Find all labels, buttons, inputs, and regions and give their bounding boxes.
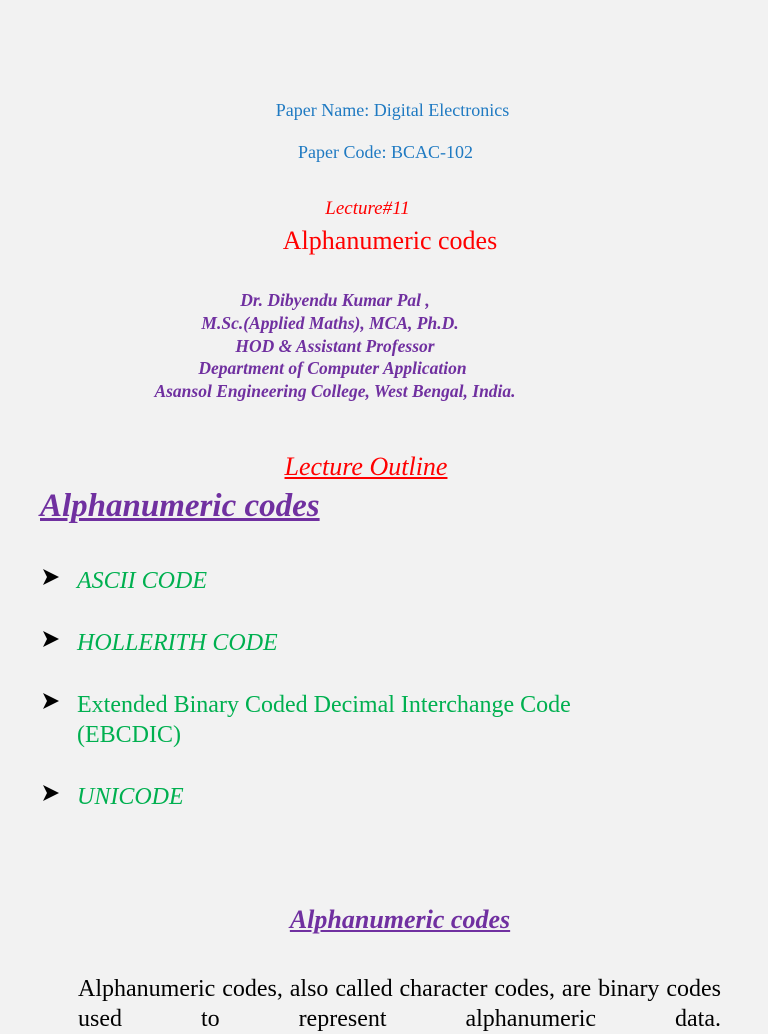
arrowhead-bullet-icon [42,784,60,802]
list-item-ebcdic-abbr: (EBCDIC) [77,722,181,748]
arrowhead-bullet-icon [42,630,60,648]
arrowhead-bullet-icon [42,568,60,586]
lecture-title: Alphanumeric codes [282,226,498,255]
list-item-ebcdic: Extended Binary Coded Decimal Interchange Code [77,692,571,718]
author-name: Dr. Dibyendu Kumar Pal , [240,290,430,310]
author-role: HOD & Assistant Professor [235,336,435,356]
author-degrees: M.Sc.(Applied Maths), MCA, Ph.D. [201,313,459,333]
list-item-ascii: ASCII CODE [77,568,207,594]
paper-name: Paper Name: Digital Electronics [275,100,510,120]
list-item-hollerith: HOLLERITH CODE [77,630,278,656]
outline-heading: Lecture Outline [284,452,448,481]
author-department: Department of Computer Application [198,358,467,378]
paper-code: Paper Code: BCAC-102 [298,142,473,162]
lecture-number: Lecture#11 [325,198,410,219]
body-paragraph: Alphanumeric codes, also called character codes, are binary codes used to represent alphanumeric data. [78,976,721,1032]
author-college: Asansol Engineering College, West Bengal, India. [154,381,516,401]
arrowhead-bullet-icon [42,692,60,710]
section-heading: Alphanumeric codes [289,905,511,934]
list-item-unicode: UNICODE [77,784,184,810]
outline-topic: Alphanumeric codes [40,488,320,524]
